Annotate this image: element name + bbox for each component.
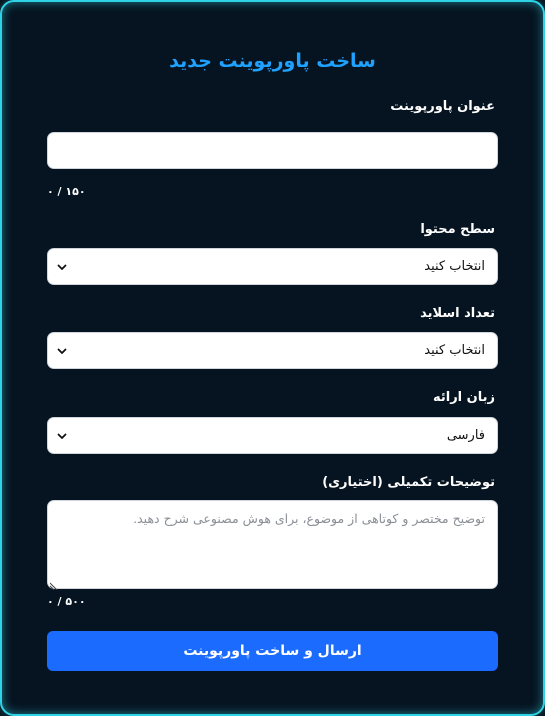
content-level-label: سطح محتوا [420,222,495,237]
resize-handle-icon[interactable] [50,578,58,586]
title-input[interactable] [47,132,498,169]
slide-count-label: تعداد اسلاید [420,306,495,321]
description-char-counter: ۰ / ۵۰۰ [47,595,86,608]
description-placeholder: توضیح مختصر و کوتاهی از موضوع، برای هوش مصنوعی شرح دهید. [133,511,485,526]
language-label: زبان ارائه [432,390,495,405]
description-label: توضیحات تکمیلی (اختیاری) [322,475,495,490]
language-value: فارسی [446,428,485,443]
content-level-value: انتخاب کنید [424,259,485,274]
content-level-select[interactable] [47,248,498,285]
title-field-label: عنوان پاورپوینت [390,99,495,114]
description-textarea[interactable] [47,500,498,589]
slide-count-select[interactable] [47,332,498,369]
chevron-down-icon [56,430,68,442]
title-char-counter: ۰ / ۱۵۰ [47,185,86,198]
chevron-down-icon [56,345,68,357]
chevron-down-icon [56,261,68,273]
form-title: ساخت پاورپوینت جدید [169,50,376,72]
submit-button[interactable]: ارسال و ساخت پاورپوینت [47,631,498,671]
slide-count-value: انتخاب کنید [424,343,485,358]
language-select[interactable] [47,417,498,454]
